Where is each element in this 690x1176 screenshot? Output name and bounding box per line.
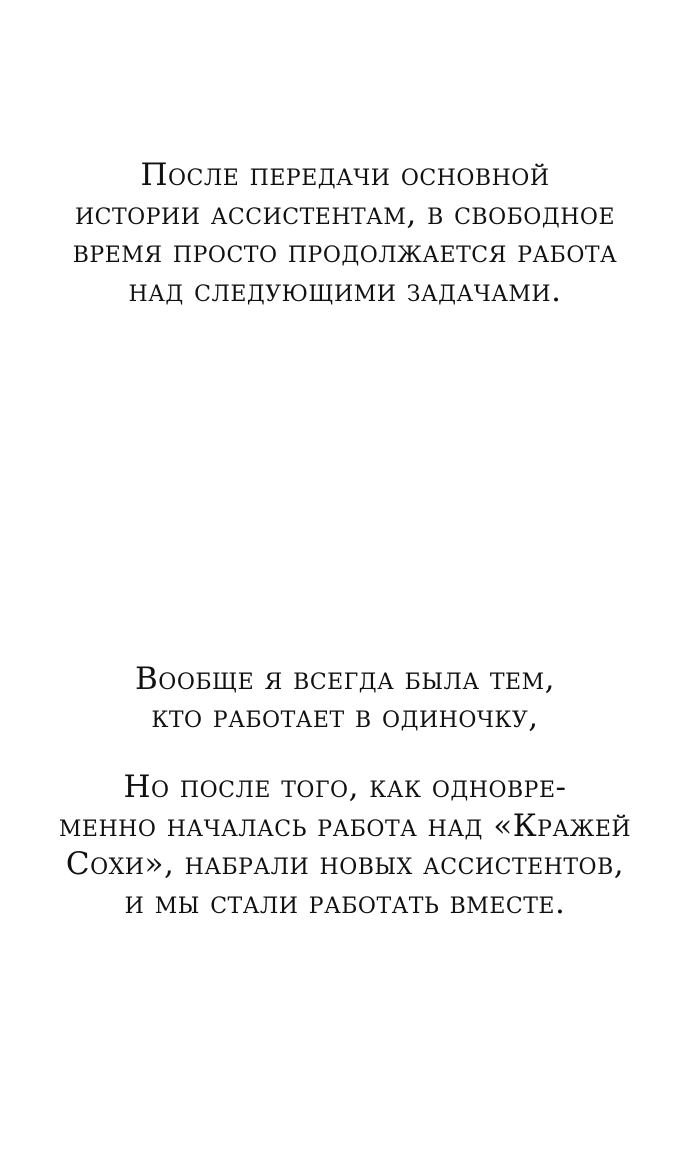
narration-line: над следующими задачами. xyxy=(128,272,562,309)
narration-block-2 xyxy=(0,660,690,736)
narration-line: менно началась работа над «Кражей xyxy=(58,807,632,844)
narration-line: истории ассистентам, в свободное xyxy=(74,195,616,232)
narration-line: Вообще я всегда была тем, xyxy=(135,661,555,697)
narration-line: Сохи», набрали новых ассистентов, xyxy=(65,846,625,882)
narration-line: После передачи основной xyxy=(140,157,550,193)
narration-line: кто работает в одиночку, xyxy=(151,699,539,735)
narration-line: Но после того, как одновре- xyxy=(123,769,567,805)
narration-line: время просто продолжается работа xyxy=(72,234,618,270)
narration-block-3 xyxy=(0,768,690,922)
narration-line: и мы стали работать вместе. xyxy=(124,884,566,921)
narration-block-1 xyxy=(0,156,690,310)
